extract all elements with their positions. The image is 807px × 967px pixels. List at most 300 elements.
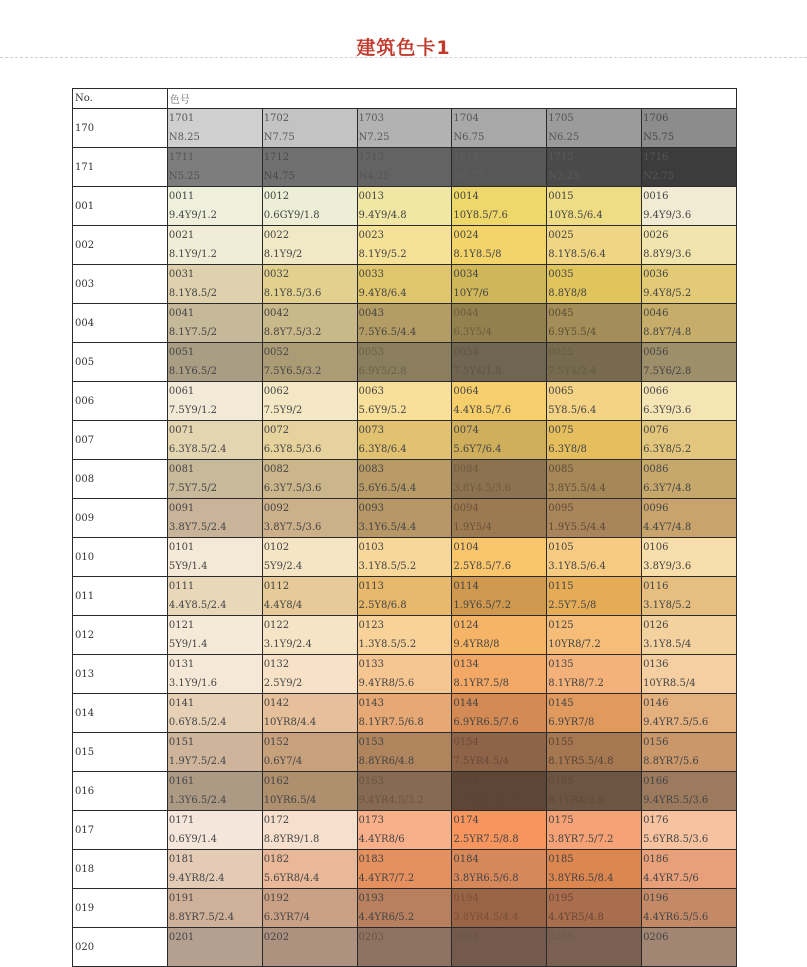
color-swatch: [452, 187, 547, 226]
color-swatch: [547, 928, 642, 967]
swatch-code: 0191: [168, 893, 195, 904]
color-swatch: [452, 889, 547, 928]
color-swatch: [642, 811, 737, 850]
swatch-munsell-value: 8.8YR6/4.8: [358, 756, 415, 767]
swatch-code: 0036: [643, 269, 669, 280]
swatch-code: 0055: [548, 347, 574, 358]
swatch-code: 0174: [453, 815, 479, 826]
swatch-munsell-value: 8.8Y7.5/3.2: [263, 327, 322, 338]
swatch-code: 0123: [358, 620, 384, 631]
swatch-code: 0085: [548, 464, 574, 475]
swatch-munsell-value: 10YR8.5/4: [643, 678, 696, 689]
color-swatch: [167, 772, 262, 811]
swatch-munsell-value: 8.1Y9/1.2: [168, 249, 217, 260]
swatch-code: 0144: [453, 698, 479, 709]
header-color-number: 色号: [167, 89, 736, 109]
swatch-code: 0024: [453, 230, 479, 241]
swatch-code: 0135: [548, 659, 574, 670]
swatch-munsell-value: 4.4YR6/5.2: [358, 912, 415, 923]
swatch-code: 0171: [168, 815, 195, 826]
color-swatch: [167, 850, 262, 889]
row-number: 018: [73, 850, 168, 889]
swatch-code: 0106: [643, 542, 669, 553]
swatch-munsell-value: 4.4YR5/4.8: [548, 912, 604, 923]
swatch-munsell-value: 8.8YR9/1.8: [263, 834, 320, 845]
color-swatch: [262, 499, 357, 538]
swatch-code: 0156: [643, 737, 669, 748]
swatch-code: 0042: [263, 308, 290, 319]
row-number: 012: [73, 616, 168, 655]
color-swatch: [357, 811, 452, 850]
color-swatch: [262, 460, 357, 499]
swatch-munsell-value: 4.4YR7.5/6: [643, 873, 699, 884]
swatch-munsell-value: 10Y8.5/6.4: [548, 210, 603, 221]
color-swatch: [452, 499, 547, 538]
color-swatch: [547, 343, 642, 382]
table-row: [73, 382, 737, 421]
swatch-code: 0101: [168, 542, 195, 553]
swatch-munsell-value: 7.5Y6.5/3.2: [263, 366, 322, 377]
swatch-munsell-value: 4.4Y7/4.8: [643, 522, 692, 533]
table-row: [73, 616, 737, 655]
swatch-code: 0016: [643, 191, 669, 202]
swatch-code: 0034: [453, 269, 479, 280]
swatch-munsell-value: 0.6Y7/4: [263, 756, 303, 767]
swatch-code: 0193: [358, 893, 384, 904]
swatch-code: 0023: [358, 230, 384, 241]
color-swatch: [547, 694, 642, 733]
swatch-code: 1704: [453, 113, 479, 124]
color-swatch: [357, 655, 452, 694]
swatch-munsell-value: 2.5Y7.5/8: [548, 600, 597, 611]
swatch-code: 0112: [263, 581, 290, 592]
table-header-row: [73, 89, 737, 109]
swatch-code: 0161: [168, 776, 195, 787]
swatch-code: 1706: [643, 113, 669, 124]
color-swatch: [642, 577, 737, 616]
swatch-munsell-value: 9.4YR8/5.6: [358, 678, 415, 689]
color-swatch: [452, 421, 547, 460]
color-swatch: [262, 538, 357, 577]
swatch-munsell-value: 1.3Y6.5/2.4: [168, 795, 227, 806]
swatch-code: 0182: [263, 854, 290, 865]
swatch-munsell-value: 6.9YR6.5/7.6: [453, 717, 519, 728]
color-swatch: [262, 811, 357, 850]
swatch-munsell-value: 8.1YR5.5/4.8: [548, 756, 614, 767]
swatch-munsell-value: 9.4Y8/5.2: [643, 288, 692, 299]
swatch-munsell-value: 8.8Y9/3.6: [643, 249, 692, 260]
color-swatch: [262, 889, 357, 928]
page-title: 建筑色卡1: [356, 36, 451, 59]
swatch-code: 0096: [643, 503, 669, 514]
color-swatch: [547, 889, 642, 928]
swatch-code: 0091: [168, 503, 195, 514]
color-swatch: [547, 733, 642, 772]
swatch-code: 0141: [168, 698, 195, 709]
swatch-munsell-value: 8.1Y9/5.2: [358, 249, 407, 260]
swatch-munsell-value: 7.5Y4/2.4: [548, 366, 597, 377]
swatch-code: 1715: [548, 152, 574, 163]
swatch-munsell-value: 2.5Y8/6.8: [358, 600, 407, 611]
color-swatch: [357, 382, 452, 421]
swatch-code: 0186: [643, 854, 669, 865]
swatch-munsell-value: 4.4Y8.5/2.4: [168, 600, 227, 611]
color-swatch: [167, 928, 262, 967]
swatch-code: 1712: [263, 152, 290, 163]
color-swatch: [547, 382, 642, 421]
swatch-munsell-value: 8.1Y6.5/2: [168, 366, 217, 377]
swatch-munsell-value: 0.6GY9/1.8: [263, 210, 320, 221]
swatch-code: 0196: [643, 893, 669, 904]
swatch-code: 0132: [263, 659, 290, 670]
swatch-code: 0084: [453, 464, 479, 475]
swatch-code: 0124: [453, 620, 479, 631]
color-swatch: [642, 187, 737, 226]
swatch-munsell-value: 7.5Y4/1.8: [453, 366, 502, 377]
color-swatch: [452, 772, 547, 811]
color-swatch: [642, 460, 737, 499]
swatch-code: 0185: [548, 854, 574, 865]
row-number: 019: [73, 889, 168, 928]
row-number: 015: [73, 733, 168, 772]
swatch-munsell-value: 7.5Y9/2: [263, 405, 303, 416]
swatch-code: 0083: [358, 464, 384, 475]
swatch-munsell-value: 9.4Y9/4.8: [358, 210, 407, 221]
swatch-code: 0086: [643, 464, 669, 475]
color-swatch: [452, 811, 547, 850]
color-swatch: [167, 109, 262, 148]
swatch-code: 0116: [643, 581, 669, 592]
color-swatch: [167, 538, 262, 577]
row-number: 016: [73, 772, 168, 811]
swatch-munsell-value: 5Y8.5/6.4: [548, 405, 597, 416]
color-swatch: [547, 616, 642, 655]
table-row: [73, 772, 737, 811]
swatch-munsell-value: N3.25: [548, 171, 580, 182]
swatch-munsell-value: 9.4Y9/1.2: [168, 210, 217, 221]
color-swatch: [452, 850, 547, 889]
swatch-code: 0154: [453, 737, 479, 748]
swatch-munsell-value: 1.9Y5.5/4.4: [548, 522, 606, 533]
swatch-code: 0031: [168, 269, 195, 280]
color-swatch: [262, 733, 357, 772]
swatch-munsell-value: 3.1Y8.5/5.2: [358, 561, 417, 572]
swatch-code: 1711: [168, 152, 195, 163]
swatch-code: 0203: [358, 932, 384, 943]
swatch-code: 0062: [263, 386, 290, 397]
color-swatch: [547, 538, 642, 577]
swatch-code: 0045: [548, 308, 574, 319]
color-swatch: [452, 109, 547, 148]
swatch-munsell-value: 6.3Y8/6.4: [358, 444, 407, 455]
color-swatch: [642, 733, 737, 772]
color-swatch: [167, 460, 262, 499]
swatch-code: 1705: [548, 113, 574, 124]
color-swatch: [547, 421, 642, 460]
swatch-munsell-value: 1.9Y5/4: [453, 522, 492, 533]
swatch-munsell-value: 5.6Y6.5/4.4: [358, 483, 417, 494]
swatch-code: 0053: [358, 347, 384, 358]
color-swatch: [167, 187, 262, 226]
swatch-code: 0165: [548, 776, 574, 787]
swatch-code: 0061: [168, 386, 195, 397]
color-swatch: [642, 265, 737, 304]
swatch-munsell-value: 3.1Y6.5/4.4: [358, 522, 417, 533]
swatch-munsell-value: 4.4YR7/7.2: [358, 873, 415, 884]
color-swatch: [357, 694, 452, 733]
color-swatch: [167, 148, 262, 187]
color-swatch: [642, 928, 737, 967]
swatch-munsell-value: 0.6Y9/1.4: [168, 834, 217, 845]
swatch-code: 0172: [263, 815, 290, 826]
swatch-code: 0102: [263, 542, 290, 553]
swatch-munsell-value: 8.1Y9/2: [263, 249, 303, 260]
swatch-munsell-value: 4.4YR6.5/5.6: [643, 912, 709, 923]
color-swatch: [357, 187, 452, 226]
swatch-munsell-value: 1.3Y8.5/5.2: [358, 639, 417, 650]
color-swatch: [547, 187, 642, 226]
color-swatch: [262, 187, 357, 226]
swatch-code: 0074: [453, 425, 479, 436]
swatch-munsell-value: [452, 947, 546, 966]
color-swatch: [262, 226, 357, 265]
color-swatch: [642, 382, 737, 421]
swatch-code: 0056: [643, 347, 669, 358]
swatch-code: 0166: [643, 776, 669, 787]
swatch-munsell-value: 8.1Y8.5/6.4: [548, 249, 606, 260]
swatch-code: 0134: [453, 659, 479, 670]
swatch-munsell-value: 8.1YR7.5/6.8: [358, 717, 424, 728]
color-swatch: [167, 733, 262, 772]
swatch-munsell-value: 8.8YR7.5/2.4: [168, 912, 235, 923]
swatch-code: 0195: [548, 893, 574, 904]
swatch-munsell-value: 2.5YR7.5/8.8: [453, 834, 519, 845]
swatch-code: 0114: [453, 581, 479, 592]
swatch-munsell-value: 6.3Y7.5/3.6: [263, 483, 322, 494]
color-swatch: [167, 889, 262, 928]
color-swatch: [547, 850, 642, 889]
swatch-munsell-value: 9.4Y8/6.4: [358, 288, 407, 299]
swatch-munsell-value: 6.3Y5/4: [453, 327, 492, 338]
swatch-code: 0063: [358, 386, 384, 397]
row-number: 013: [73, 655, 168, 694]
swatch-code: 0183: [358, 854, 384, 865]
swatch-munsell-value: 2.5Y9/2: [263, 678, 303, 689]
swatch-code: 0136: [643, 659, 669, 670]
swatch-munsell-value: 4.4Y8.5/7.6: [453, 405, 512, 416]
swatch-munsell-value: N6.75: [453, 132, 485, 143]
swatch-code: 0046: [643, 308, 669, 319]
table-row: [73, 811, 737, 850]
row-number: 011: [73, 577, 168, 616]
swatch-code: 0155: [548, 737, 574, 748]
color-swatch: [357, 421, 452, 460]
swatch-munsell-value: 5.6YR8/4.4: [263, 873, 320, 884]
color-swatch: [357, 460, 452, 499]
swatch-munsell-value: 0.6Y8.5/2.4: [168, 717, 227, 728]
swatch-code: 0142: [263, 698, 290, 709]
swatch-code: 0073: [358, 425, 384, 436]
color-swatch: [642, 850, 737, 889]
row-number: 009: [73, 499, 168, 538]
swatch-munsell-value: N5.75: [643, 132, 675, 143]
color-swatch: [167, 499, 262, 538]
swatch-code: 0176: [643, 815, 669, 826]
swatch-munsell-value: N3.75: [453, 171, 485, 182]
swatch-munsell-value: 6.3YR7/4: [263, 912, 310, 923]
row-number: 002: [73, 226, 168, 265]
swatch-munsell-value: 9.4YR8/8: [453, 639, 500, 650]
swatch-munsell-value: 10YR6.5/4: [263, 795, 317, 806]
swatch-code: 0205: [548, 932, 574, 943]
color-swatch: [452, 538, 547, 577]
swatch-code: 0013: [358, 191, 384, 202]
swatch-code: 0054: [453, 347, 479, 358]
color-swatch: [262, 304, 357, 343]
swatch-code: 0126: [643, 620, 669, 631]
swatch-code: 0162: [263, 776, 290, 787]
swatch-munsell-value: N8.25: [168, 132, 200, 143]
color-swatch: [547, 226, 642, 265]
swatch-munsell-value: 8.1Y7.5/2: [168, 327, 217, 338]
color-swatch: [452, 304, 547, 343]
color-swatch: [262, 148, 357, 187]
color-swatch: [357, 265, 452, 304]
swatch-code: 0143: [358, 698, 384, 709]
swatch-code: 0145: [548, 698, 574, 709]
color-swatch: [167, 577, 262, 616]
row-number: 004: [73, 304, 168, 343]
color-swatch: [547, 304, 642, 343]
swatch-munsell-value: N4.25: [358, 171, 390, 182]
swatch-code: 0206: [643, 932, 669, 943]
color-swatch: [262, 694, 357, 733]
swatch-munsell-value: 9.4Y9/3.6: [643, 210, 692, 221]
swatch-code: 0181: [168, 854, 195, 865]
swatch-munsell-value: 1.9Y7.5/2.4: [168, 756, 227, 767]
color-swatch: [357, 226, 452, 265]
color-swatch: [167, 265, 262, 304]
table-row: [73, 304, 737, 343]
color-swatch: [357, 499, 452, 538]
color-swatch: [167, 226, 262, 265]
swatch-munsell-value: 3.8YR7.5/7.2: [548, 834, 614, 845]
color-swatch: [262, 655, 357, 694]
color-swatch: [547, 109, 642, 148]
swatch-munsell-value: [168, 947, 262, 966]
swatch-munsell-value: 6.9Y5.5/4: [548, 327, 597, 338]
swatch-munsell-value: 3.8Y9/3.6: [643, 561, 692, 572]
color-swatch: [452, 148, 547, 187]
swatch-code: 0093: [358, 503, 384, 514]
swatch-munsell-value: 6.9Y5/2.8: [358, 366, 407, 377]
color-swatch: [452, 655, 547, 694]
swatch-code: 1703: [358, 113, 384, 124]
swatch-code: 0015: [548, 191, 574, 202]
swatch-code: 0051: [168, 347, 195, 358]
table-row: [73, 460, 737, 499]
table-body: [73, 109, 737, 967]
swatch-code: 0082: [263, 464, 290, 475]
swatch-munsell-value: 1.9Y6.5/7.2: [453, 600, 512, 611]
row-number: 020: [73, 928, 168, 967]
color-swatch: [452, 382, 547, 421]
swatch-munsell-value: 3.1Y8.5/6.4: [548, 561, 606, 572]
color-swatch: [452, 733, 547, 772]
swatch-munsell-value: N5.25: [168, 171, 200, 182]
color-swatch: [357, 928, 452, 967]
swatch-code: 0026: [643, 230, 669, 241]
table-row: [73, 421, 737, 460]
swatch-munsell-value: 3.8Y7.5/2.4: [168, 522, 227, 533]
swatch-code: 0122: [263, 620, 290, 631]
swatch-munsell-value: N4.75: [263, 171, 295, 182]
color-swatch: [547, 772, 642, 811]
color-swatch: [262, 928, 357, 967]
color-swatch: [642, 343, 737, 382]
swatch-code: 0014: [453, 191, 479, 202]
color-swatch: [642, 889, 737, 928]
swatch-code: 0204: [453, 932, 479, 943]
color-swatch: [547, 460, 642, 499]
color-swatch: [452, 226, 547, 265]
swatch-munsell-value: 7.5Y9/1.2: [168, 405, 217, 416]
color-swatch: [642, 772, 737, 811]
swatch-munsell-value: 6.3Y8.5/3.6: [263, 444, 322, 455]
swatch-munsell-value: N7.75: [263, 132, 295, 143]
table-row: [73, 226, 737, 265]
color-swatch: [642, 148, 737, 187]
color-swatch: [547, 811, 642, 850]
table-row: [73, 694, 737, 733]
swatch-munsell-value: 9.4YR7.5/5.6: [643, 717, 709, 728]
color-swatch: [357, 733, 452, 772]
swatch-munsell-value: 8.1YR8/7.2: [548, 678, 604, 689]
swatch-code: 0033: [358, 269, 384, 280]
swatch-code: 0075: [548, 425, 574, 436]
swatch-munsell-value: N7.25: [358, 132, 390, 143]
swatch-munsell-value: 8.1Y8.5/3.6: [263, 288, 322, 299]
color-swatch: [642, 109, 737, 148]
swatch-code: 0173: [358, 815, 384, 826]
swatch-munsell-value: 3.1Y9/1.6: [168, 678, 217, 689]
swatch-code: 0092: [263, 503, 290, 514]
swatch-code: 0113: [358, 581, 384, 592]
color-swatch: [642, 694, 737, 733]
swatch-code: 0035: [548, 269, 574, 280]
swatch-munsell-value: 7.5Y6.5/4.4: [358, 327, 417, 338]
swatch-munsell-value: 10Y8.5/7.6: [453, 210, 508, 221]
table-row: [73, 928, 737, 967]
color-swatch: [452, 343, 547, 382]
swatch-munsell-value: 10YR8/7.2: [548, 639, 601, 650]
swatch-munsell-value: 3.8Y4.5/3.6: [453, 483, 512, 494]
row-number: 017: [73, 811, 168, 850]
color-swatch: [167, 694, 262, 733]
color-swatch: [262, 382, 357, 421]
color-swatch: [452, 265, 547, 304]
swatch-munsell-value: 8.8Y7/4.8: [643, 327, 692, 338]
swatch-munsell-value: 4.4Y8/4: [263, 600, 303, 611]
color-swatch: [357, 148, 452, 187]
header-no: No.: [73, 89, 168, 109]
color-swatch: [357, 850, 452, 889]
color-swatch: [642, 421, 737, 460]
swatch-munsell-value: 2.5Y8.5/7.6: [453, 561, 512, 572]
swatch-code: 0011: [168, 191, 195, 202]
swatch-code: 0064: [453, 386, 479, 397]
swatch-code: 0071: [168, 425, 195, 436]
